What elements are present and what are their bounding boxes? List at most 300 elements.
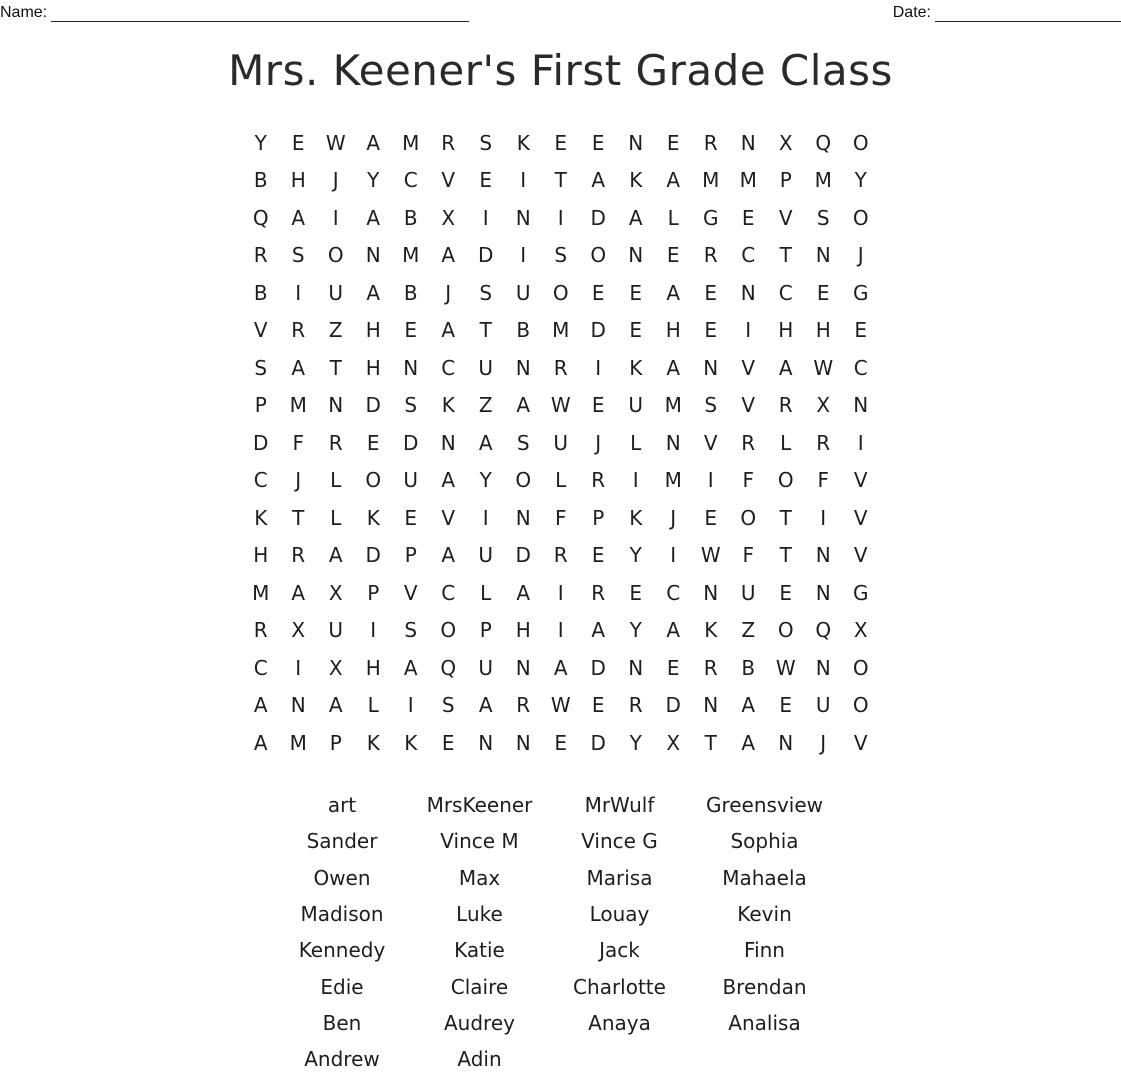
grid-letter: K (254, 505, 268, 530)
grid-letter: N (815, 655, 831, 680)
grid-letter: A (366, 205, 381, 230)
grid-letter: N (403, 355, 419, 380)
grid-letter: T (329, 355, 342, 380)
grid-letter: C (441, 580, 456, 605)
grid-letter: N (440, 430, 456, 455)
grid-letter: O (777, 468, 794, 493)
grid-letter: O (440, 618, 457, 643)
name-blank-line (51, 7, 469, 22)
grid-letter: N (478, 730, 494, 755)
grid-letter: E (704, 505, 718, 530)
grid-letter: L (330, 505, 342, 530)
grid-letter: A (628, 205, 643, 230)
grid-letter: A (553, 655, 568, 680)
grid-letter: R (441, 130, 456, 155)
grid-letter: A (741, 730, 756, 755)
grid-letter: S (404, 393, 418, 418)
grid-letter: T (292, 505, 305, 530)
grid-letter: C (853, 355, 868, 380)
grid-letter: C (253, 468, 268, 493)
grid-letter: G (703, 205, 719, 230)
word-list-item: Edie (320, 974, 364, 999)
word-list-item: Greensview (705, 793, 824, 818)
grid-letter: R (328, 430, 343, 455)
grid-letter: K (629, 505, 643, 530)
grid-letter: D (515, 543, 531, 568)
grid-letter: R (703, 243, 718, 268)
grid-letter: E (666, 243, 680, 268)
grid-letter: I (520, 168, 527, 193)
word-list-item: Kennedy (298, 938, 386, 963)
grid-letter: F (292, 430, 304, 455)
grid-letter: X (291, 618, 306, 643)
grid-letter: S (479, 130, 493, 155)
grid-letter: N (740, 280, 756, 305)
word-list-item: Katie (454, 938, 505, 963)
grid-letter: R (553, 355, 568, 380)
grid-letter: H (778, 318, 794, 343)
grid-letter: I (857, 430, 864, 455)
grid-letter: U (403, 468, 419, 493)
grid-letter: V (253, 318, 268, 343)
grid-letter: E (404, 318, 418, 343)
grid-letter: K (366, 730, 380, 755)
grid-letter: N (815, 243, 831, 268)
grid-letter: C (666, 580, 681, 605)
grid-letter: W (700, 543, 721, 568)
grid-letter: E (479, 168, 493, 193)
grid-letter: D (365, 543, 381, 568)
word-list-item: Luke (456, 902, 503, 927)
grid-letter: S (816, 205, 830, 230)
grid-letter: R (253, 243, 268, 268)
grid-letter: S (479, 280, 493, 305)
grid-letter: I (745, 318, 752, 343)
grid-letter: X (816, 393, 831, 418)
grid-letter: X (328, 655, 343, 680)
grid-letter: N (815, 580, 831, 605)
grid-letter: A (591, 168, 606, 193)
grid-letter: V (741, 393, 756, 418)
grid-letter: D (665, 693, 681, 718)
grid-letter: O (852, 205, 869, 230)
grid-letter: R (741, 430, 756, 455)
grid-letter: N (515, 655, 531, 680)
grid-letter: D (365, 393, 381, 418)
grid-letter: S (704, 393, 718, 418)
grid-letter: E (704, 318, 718, 343)
word-list-item: Finn (744, 938, 785, 963)
word-list-item: MrsKeener (426, 793, 533, 818)
grid-letter: Z (478, 393, 493, 418)
grid-letter: B (516, 318, 531, 343)
word-list-item: Anaya (588, 1010, 651, 1035)
grid-letter: M (739, 168, 757, 193)
grid-letter: I (820, 505, 827, 530)
grid-letter: N (290, 693, 306, 718)
grid-letter: D (253, 430, 269, 455)
grid-letter: U (328, 618, 344, 643)
grid-letter: I (295, 655, 302, 680)
name-label: Name: (0, 4, 48, 21)
grid-letter: A (778, 355, 793, 380)
grid-letter: N (703, 580, 719, 605)
grid-letter: I (520, 243, 527, 268)
grid-letter: R (816, 430, 831, 455)
word-list-item: Louay (589, 902, 650, 927)
grid-letter: A (666, 168, 681, 193)
word-list-item: Vince M (440, 829, 519, 854)
grid-letter: O (515, 468, 532, 493)
grid-letter: F (817, 468, 829, 493)
grid-letter: U (478, 543, 494, 568)
grid-letter: H (815, 318, 831, 343)
grid-letter: M (664, 393, 682, 418)
grid-letter: Y (854, 168, 867, 193)
grid-letter: X (778, 130, 793, 155)
grid-letter: P (479, 618, 492, 643)
grid-letter: M (814, 168, 832, 193)
grid-letter: E (591, 393, 605, 418)
grid-letter: B (741, 655, 756, 680)
grid-letter: H (365, 318, 381, 343)
grid-letter: F (742, 543, 754, 568)
grid-letter: L (367, 693, 379, 718)
grid-letter: X (441, 205, 456, 230)
grid-letter: N (853, 393, 869, 418)
grid-letter: C (778, 280, 793, 305)
grid-letter: E (404, 505, 418, 530)
grid-letter: Y (629, 730, 642, 755)
grid-letter: R (253, 618, 268, 643)
grid-letter: D (590, 730, 606, 755)
grid-letter: M (289, 730, 307, 755)
grid-letter: A (441, 543, 456, 568)
grid-letter: U (815, 693, 831, 718)
grid-letter: M (252, 580, 270, 605)
grid-letter: A (478, 693, 493, 718)
grid-letter: I (707, 468, 714, 493)
grid-letter: K (629, 168, 643, 193)
grid-letter: O (552, 280, 569, 305)
grid-letter: O (365, 468, 382, 493)
page-title: Mrs. Keener's First Grade Class (228, 46, 893, 95)
grid-letter: A (291, 580, 306, 605)
grid-letter: N (778, 730, 794, 755)
word-list-item: Charlotte (573, 974, 666, 999)
word-list (272, 787, 832, 1077)
grid-letter: J (295, 468, 302, 493)
grid-letter: A (666, 280, 681, 305)
word-list-item: Jack (599, 938, 640, 963)
grid-letter: H (365, 355, 381, 380)
word-list-item: Sander (306, 829, 378, 854)
grid-letter: I (295, 280, 302, 305)
grid-letter: E (591, 693, 605, 718)
grid-letter: S (516, 430, 530, 455)
grid-letter: W (325, 130, 346, 155)
grid-letter: I (632, 468, 639, 493)
grid-letter: U (740, 580, 756, 605)
grid-letter: R (703, 130, 718, 155)
grid-letter: Q (815, 130, 832, 155)
grid-letter: T (779, 543, 792, 568)
grid-letter: Y (367, 168, 380, 193)
grid-letter: W (550, 393, 571, 418)
grid-letter: A (366, 280, 381, 305)
grid-letter: M (552, 318, 570, 343)
grid-letter: G (853, 280, 869, 305)
grid-letter: A (516, 580, 531, 605)
grid-letter: J (445, 280, 452, 305)
grid-letter: G (853, 580, 869, 605)
grid-letter: D (590, 205, 606, 230)
grid-letter: Q (252, 205, 269, 230)
grid-letter: K (516, 130, 530, 155)
grid-letter: K (366, 505, 380, 530)
word-list-item: Ben (322, 1010, 362, 1035)
grid-letter: P (329, 730, 342, 755)
word-list-item: Brendan (722, 974, 807, 999)
grid-letter: T (479, 318, 492, 343)
grid-letter: I (557, 580, 564, 605)
grid-letter: E (704, 280, 718, 305)
grid-letter: V (853, 543, 868, 568)
grid-letter: K (704, 618, 718, 643)
grid-letter: T (554, 168, 567, 193)
grid-letter: D (478, 243, 494, 268)
grid-letter: E (554, 730, 568, 755)
grid-letter: E (816, 280, 830, 305)
grid-letter: H (290, 168, 306, 193)
grid-letter: H (365, 655, 381, 680)
grid-letter: I (407, 693, 414, 718)
grid-letter: R (291, 543, 306, 568)
grid-letter: N (628, 655, 644, 680)
grid-letter: W (775, 655, 796, 680)
grid-letter: N (815, 543, 831, 568)
grid-letter: V (853, 730, 868, 755)
grid-letter: K (441, 393, 455, 418)
grid-letter: F (554, 505, 567, 530)
grid-letter: V (403, 580, 418, 605)
word-list-item: Marisa (586, 865, 653, 890)
grid-letter: E (554, 130, 568, 155)
grid-letter: R (291, 318, 306, 343)
grid-letter: N (628, 243, 644, 268)
grid-letter: E (366, 430, 380, 455)
grid-letter: E (779, 693, 793, 718)
grid-letter: B (253, 280, 268, 305)
grid-letter: A (366, 130, 381, 155)
grid-letter: N (740, 130, 756, 155)
grid-letter: I (670, 543, 677, 568)
grid-letter: X (666, 730, 681, 755)
grid-letter: A (478, 430, 493, 455)
grid-letter: V (778, 205, 793, 230)
grid-letter: U (553, 430, 569, 455)
grid-letter: A (591, 618, 606, 643)
grid-letter: Y (629, 618, 642, 643)
grid-letter: X (328, 580, 343, 605)
word-list-item: Analisa (728, 1010, 801, 1035)
grid-letter: C (253, 655, 268, 680)
grid-letter: N (703, 693, 719, 718)
name-field (0, 4, 469, 22)
grid-letter: Y (254, 130, 267, 155)
grid-letter: A (253, 693, 268, 718)
grid-letter: N (665, 430, 681, 455)
grid-letter: A (328, 543, 343, 568)
grid-letter: A (516, 393, 531, 418)
grid-letter: H (665, 318, 681, 343)
grid-letter: T (779, 243, 792, 268)
grid-letter: C (403, 168, 418, 193)
word-list-item: MrWulf (584, 793, 655, 818)
word-list-item: Vince G (581, 829, 658, 854)
grid-letter: R (778, 393, 793, 418)
grid-letter: J (595, 430, 602, 455)
grid-letter: N (365, 243, 381, 268)
grid-letter: A (441, 243, 456, 268)
grid-letter: E (741, 205, 755, 230)
grid-letter: A (666, 618, 681, 643)
grid-letter: E (291, 130, 305, 155)
grid-letter: B (403, 280, 418, 305)
grid-letter: B (403, 205, 418, 230)
grid-letter: R (516, 693, 531, 718)
grid-letter: V (853, 505, 868, 530)
grid-letter: V (441, 505, 456, 530)
grid-letter: A (441, 318, 456, 343)
grid-letter: S (404, 618, 418, 643)
word-list-item: Audrey (444, 1010, 515, 1035)
grid-letter: L (330, 468, 342, 493)
grid-letter: L (480, 580, 492, 605)
grid-letter: A (328, 693, 343, 718)
word-list-item: Andrew (304, 1047, 380, 1072)
grid-letter: Z (741, 618, 756, 643)
grid-letter: D (590, 655, 606, 680)
grid-letter: E (779, 580, 793, 605)
grid-letter: R (628, 693, 643, 718)
grid-letter: J (820, 730, 827, 755)
grid-letter: E (591, 130, 605, 155)
word-list-item: Owen (313, 865, 371, 890)
grid-letter: N (515, 355, 531, 380)
grid-letter: H (253, 543, 269, 568)
grid-letter: R (703, 655, 718, 680)
grid-letter: A (253, 730, 268, 755)
grid-letter: K (629, 355, 643, 380)
word-list-item: Max (458, 865, 501, 890)
grid-letter: U (328, 280, 344, 305)
grid-letter: Y (629, 543, 642, 568)
grid-letter: W (813, 355, 834, 380)
grid-letter: E (629, 580, 643, 605)
grid-letter: S (441, 693, 455, 718)
grid-letter: J (670, 505, 677, 530)
grid-letter: O (590, 243, 607, 268)
grid-letter: U (478, 655, 494, 680)
grid-letter: A (403, 655, 418, 680)
grid-letter: U (478, 355, 494, 380)
grid-letter: C (741, 243, 756, 268)
grid-letter: X (853, 618, 868, 643)
grid-letter: A (291, 205, 306, 230)
grid-letter: N (628, 130, 644, 155)
grid-letter: L (780, 430, 792, 455)
grid-letter: E (629, 280, 643, 305)
grid-letter: N (515, 505, 531, 530)
grid-letter: U (628, 393, 644, 418)
grid-letter: V (741, 355, 756, 380)
grid-letter: O (852, 693, 869, 718)
grid-letter: L (555, 468, 567, 493)
grid-letter: S (254, 355, 268, 380)
grid-letter: V (853, 468, 868, 493)
grid-letter: H (515, 618, 531, 643)
grid-letter: D (403, 430, 419, 455)
grid-letter: O (740, 505, 757, 530)
grid-letter: E (629, 318, 643, 343)
grid-letter: E (666, 130, 680, 155)
grid-letter: M (702, 168, 720, 193)
grid-letter: T (779, 505, 792, 530)
grid-letter: K (404, 730, 418, 755)
grid-letter: T (704, 730, 717, 755)
word-list-item: Claire (450, 974, 509, 999)
grid-letter: I (370, 618, 377, 643)
grid-letter: O (852, 130, 869, 155)
grid-letter: M (664, 468, 682, 493)
grid-letter: N (328, 393, 344, 418)
grid-letter: P (254, 393, 267, 418)
grid-letter: O (852, 655, 869, 680)
grid-letter: N (515, 205, 531, 230)
grid-letter: F (742, 468, 754, 493)
grid-letter: D (590, 318, 606, 343)
word-list-item: Kevin (737, 902, 792, 927)
grid-letter: E (591, 280, 605, 305)
grid-letter: I (332, 205, 339, 230)
grid-letter: I (557, 205, 564, 230)
grid-letter: Q (440, 655, 457, 680)
grid-letter: A (291, 355, 306, 380)
grid-letter: I (482, 505, 489, 530)
grid-letter: P (404, 543, 417, 568)
grid-letter: E (854, 318, 868, 343)
word-list-item: Madison (300, 902, 384, 927)
grid-letter: A (441, 468, 456, 493)
grid-letter: O (327, 243, 344, 268)
grid-letter: J (332, 168, 339, 193)
grid-letter: A (741, 693, 756, 718)
grid-letter: Q (815, 618, 832, 643)
grid-letter: R (553, 543, 568, 568)
grid-letter: Z (328, 318, 343, 343)
grid-letter: M (402, 243, 420, 268)
grid-letter: W (550, 693, 571, 718)
grid-letter: O (777, 618, 794, 643)
grid-letter: P (592, 505, 605, 530)
grid-letter: A (666, 355, 681, 380)
grid-letter: E (591, 543, 605, 568)
grid-letter: N (515, 730, 531, 755)
grid-letter: N (703, 355, 719, 380)
grid-letter: E (441, 730, 455, 755)
word-list-item: art (327, 793, 357, 818)
